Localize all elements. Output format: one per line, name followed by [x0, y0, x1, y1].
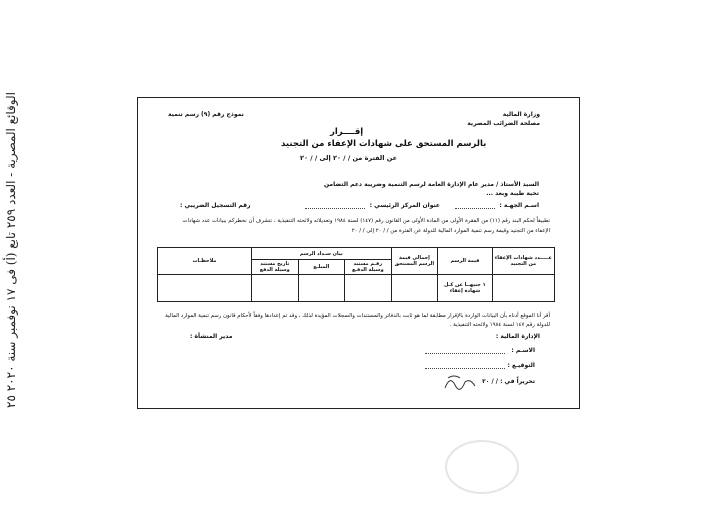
- col-total-fee: إجمالي قيمة الرسم المستحق: [391, 248, 438, 275]
- address-line: [305, 202, 365, 209]
- col-amount: المبلـغ: [298, 260, 345, 275]
- form-number-label: نموذج رقم (٩) رسم تنمية: [168, 111, 244, 118]
- cell-count: [492, 275, 554, 302]
- date-label: تحريراً في : / / ٢٠: [482, 378, 535, 385]
- col-fee-value: قيمة الرسم: [438, 248, 492, 275]
- declaration-line-1: أقر أنا الموقع أدناه بأن البيانات الواردة بالإقرار مطابقة لما هو ثابت بالدفاتر والمستندات والسجلات المؤيدة لذلك ، وقد تم إعدادها وفقاً لأحكام قانون رسم تنمية الموارد المالية: [165, 313, 550, 319]
- form-title: إقــــرار: [330, 127, 364, 137]
- cell-doc-date: [251, 275, 298, 302]
- greeting: تحية طيبة وبعد ...: [486, 190, 539, 197]
- addressee-line: السيد الأستاذ / مدير عام الإدارة العامة لرسم التنمية وضريبة دعم التضامن: [323, 181, 539, 188]
- signature-label: التوقيـع :: [507, 362, 535, 369]
- ministry-label: وزارة المالية: [502, 111, 540, 118]
- col-group-payment: بيان سـداد الرسم: [251, 248, 391, 260]
- cell-total: [391, 275, 438, 302]
- form-subtitle: بالرسم المستحق على شهادات الإعفاء من التجنيد: [281, 139, 487, 149]
- col-certificate-count: عـــــدد شهادات الإعفاء من التجنيد: [492, 248, 554, 275]
- period-line: عن الفترة من / / ٢٠ إلى / / ٢٠: [300, 154, 398, 162]
- declaration-line-2: للدولة رقم ١٤٧ لسنة ١٩٨٤ ولائحته التنفيذية .: [449, 322, 550, 328]
- body-text-line-1: تطبيقاً لحكم البند رقم (١١) من الفقرة الأولى من المادة الأولى من القانون رقم (١٤٧) لسنة ١٩٨٤ وتعديلاته ولائحته التنفيذية ، نتشرف أن نخطركم ببيانات عدد شهادات: [182, 218, 550, 224]
- col-payment-doc-date: تاريخ مستند وسيلة الدفع: [251, 260, 298, 275]
- address-label: عنوان المركز الرئيسي :: [369, 202, 440, 209]
- name-label: الاسـم :: [511, 347, 535, 354]
- authority-label: مصلحة الضرائب المصرية: [467, 120, 540, 127]
- cell-amount: [298, 275, 345, 302]
- cell-doc-no: [345, 275, 392, 302]
- fee-table: [157, 247, 555, 302]
- manager-label: مدير المنشأة :: [190, 333, 233, 340]
- tax-registration-label: رقم التسجيل الضريبي :: [180, 202, 251, 209]
- cell-fee-value: ١ جنيهــا عن كـل شهادة إعفاء: [438, 275, 492, 302]
- name-line: [425, 347, 505, 354]
- gazette-margin-caption: الوقائع المصرية - العدد ٢٥٩ تابع (أ) فى ١٧ نوفمبر سنة ٢٠٢٠ ٢٥: [4, 92, 18, 408]
- finance-admin-label: الإدارة المالية :: [495, 333, 540, 340]
- col-payment-doc-no: رقـم مستند وسيلة الدفـع: [345, 260, 392, 275]
- handwritten-signature: [440, 370, 480, 395]
- faint-stamp-mark: [445, 440, 519, 494]
- body-text-line-2: الإعفاء من التجنيد وقيمة رسم تنمية الموارد المالية للدولة عن الفترة من / / ٢٠ إلى / / ٢٠: [351, 228, 550, 234]
- entity-name-line: [455, 202, 495, 209]
- entity-name-label: اسـم الجهـة :: [499, 202, 539, 209]
- col-notes: ملاحظـات: [158, 248, 252, 275]
- signature-line: [425, 362, 505, 369]
- cell-notes: [158, 275, 252, 302]
